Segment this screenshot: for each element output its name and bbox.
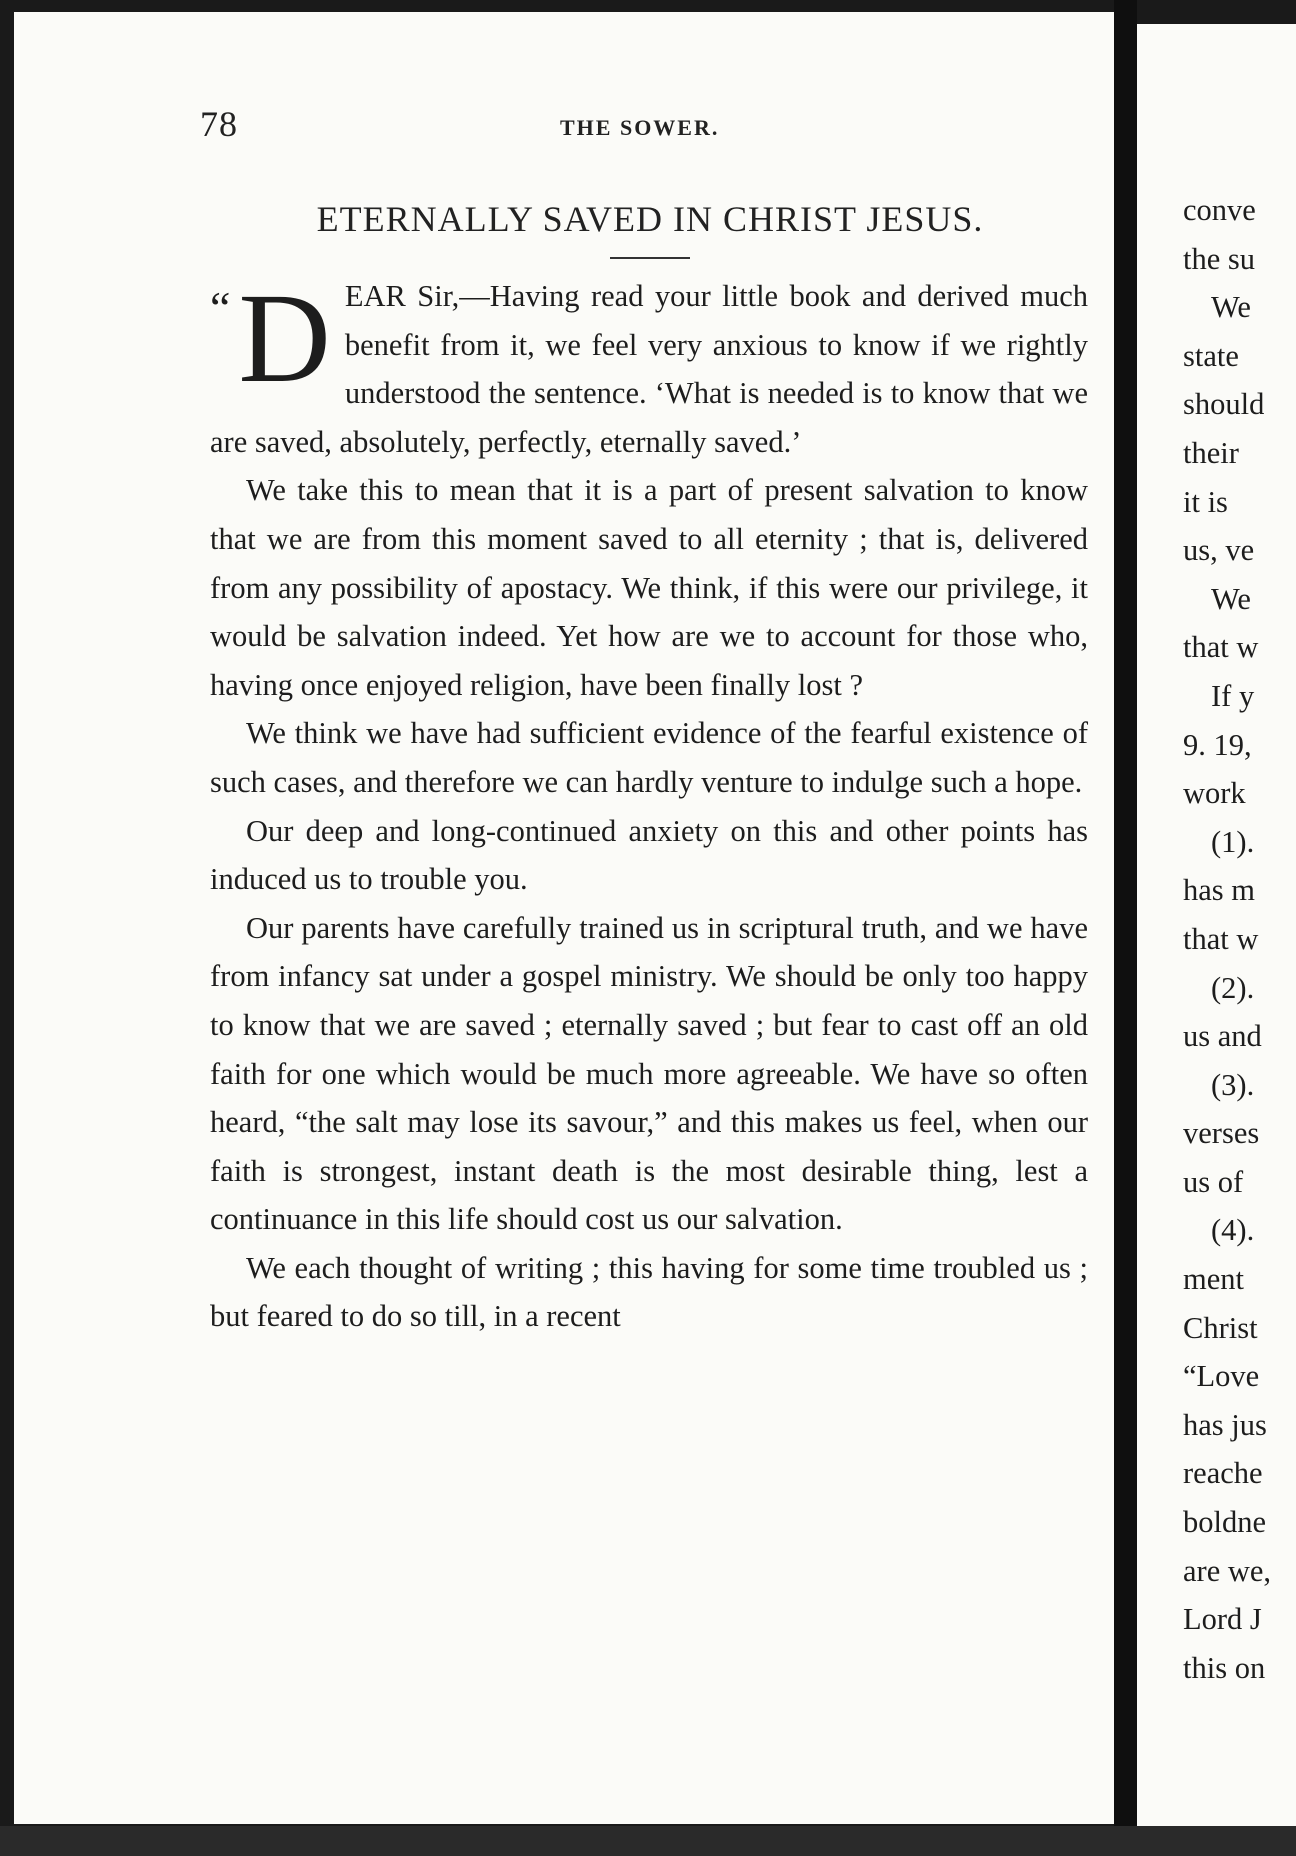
facing-line: We	[1211, 290, 1251, 325]
drop-cap: D	[238, 267, 331, 409]
facing-line: the su	[1183, 241, 1256, 276]
facing-line: boldne	[1183, 1505, 1267, 1540]
facing-line: 9. 19,	[1183, 727, 1252, 762]
open-quote: “	[210, 282, 231, 333]
facing-line: (1).	[1211, 824, 1255, 859]
running-title: THE SOWER.	[560, 115, 720, 140]
facing-line: that w	[1183, 630, 1259, 665]
facing-line: us, ve	[1183, 533, 1255, 568]
paragraph: Our parents have carefully trained us in scriptural truth, and we have from infancy sat under a gospel ministry. We should be only too happy to know that we are saved ; eternally saved ; but fear to cast off an old faith for one which would be much more agreeable. We have so often heard, “the salt may lose its savour,” and this makes us feel, when our faith is strongest, instant death is the most desirable thing, lest a continuance in this life should cost us our salvation.	[210, 910, 1088, 1237]
facing-line: conve	[1183, 193, 1256, 227]
facing-line: it is	[1183, 484, 1228, 519]
facing-line: should	[1183, 387, 1265, 422]
article-body	[210, 267, 1088, 1341]
facing-page-text	[1183, 186, 1296, 1692]
book-gutter	[1114, 0, 1137, 1856]
facing-line: are we,	[1183, 1553, 1272, 1588]
facing-line: reache	[1183, 1456, 1263, 1491]
facing-line: (4).	[1211, 1213, 1255, 1248]
facing-line: us of	[1183, 1164, 1244, 1199]
paragraph: We each thought of writing ; this having for some time troubled us ; but feared to do so till, in a recent	[210, 1250, 1088, 1334]
facing-line: (2).	[1211, 970, 1255, 1005]
facing-line: state	[1183, 338, 1239, 373]
facing-line: We	[1211, 581, 1251, 616]
paragraph: We think we have had sufficient evidence of the fearful existence of such cases, and therefore we can hardly venture to indulge such a hope.	[210, 716, 1088, 799]
facing-line: If y	[1211, 678, 1255, 713]
paragraph: We take this to mean that it is a part of present salvation to know that we are from this moment saved to all eternity ; that is, delivered from any possibility of apostacy. We think, if this were our privilege, it would be salvation indeed. Yet how are we to account for those who, having once enjoyed religion, have been finally lost ?	[210, 473, 1088, 702]
scan-edge	[0, 1826, 1296, 1856]
title-rule	[610, 257, 690, 259]
facing-line: us and	[1183, 1019, 1262, 1054]
facing-line: has m	[1183, 873, 1256, 908]
page-number: 78	[200, 104, 238, 144]
facing-line: Lord J	[1183, 1602, 1262, 1637]
facing-line: ment	[1183, 1262, 1244, 1297]
facing-line: their	[1183, 435, 1239, 470]
paragraph: Our deep and long-continued anxiety on this and other points has induced us to trouble you.	[210, 813, 1088, 897]
facing-line: work	[1183, 776, 1246, 811]
facing-line: (3).	[1211, 1067, 1255, 1102]
facing-line: verses	[1183, 1116, 1260, 1151]
facing-line: this on	[1183, 1650, 1266, 1685]
facing-line: Christ	[1183, 1310, 1258, 1345]
article-title: ETERNALLY SAVED IN CHRIST JESUS.	[316, 199, 984, 239]
facing-line: has jus	[1183, 1407, 1267, 1442]
facing-line: “Love	[1183, 1359, 1260, 1394]
paragraph-text: EAR Sir,—Having read your little book and derived much benefit from it, we feel very anxious to know if we rightly understood the sentence. ‘What is needed is to know that we are saved, absolutely, perfectly, eternally saved.’	[210, 279, 1088, 459]
paragraph	[210, 267, 1088, 466]
facing-line: that w	[1183, 921, 1259, 956]
running-head	[200, 103, 1100, 143]
